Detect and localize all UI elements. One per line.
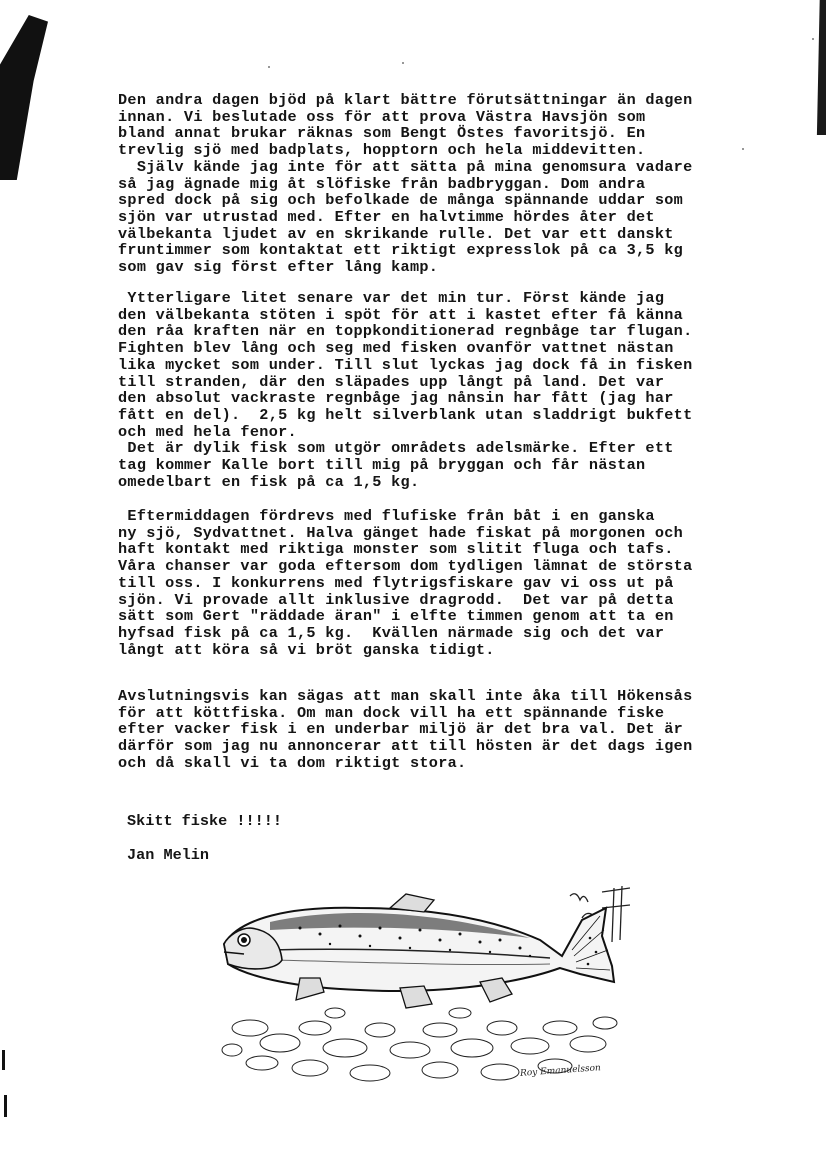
text-line: efter vacker fisk i en underbar miljö är det bra val. Det är — [118, 720, 684, 739]
text-line: som gav sig först efter lång kamp. — [118, 258, 439, 277]
text-line: trevlig sjö med badplats, hopptorn och hela middevitten. — [118, 141, 646, 160]
text-line: Ytterligare litet senare var det min tur. Först kände jag — [118, 289, 665, 307]
text-line: Den andra dagen bjöd på klart bättre förutsättningar än dagen — [118, 91, 693, 109]
text-line: ny sjö, Sydvattnet. Halva gänget hade fiskat på morgonen och — [118, 523, 684, 542]
text-line: Avslutningsvis kan sägas att man skall inte åka till Hökensås — [118, 687, 693, 705]
text-line: fått en del). 2,5 kg helt silverblank utan sladdrigt bukfett — [118, 405, 693, 424]
text-line: omedelbart en fisk på ca 1,5 kg. — [118, 472, 420, 491]
text-line: fruntimmer som kontaktat ett riktigt expresslok på ca 3,5 kg — [118, 241, 684, 260]
text-line: hyfsad fisk på ca 1,5 kg. Kvällen närmade sig och det var — [118, 623, 665, 642]
text-line: sjön. Vi provade allt inklusive dragrodd. Det var på detta — [118, 590, 674, 609]
scan-speck — [812, 38, 814, 40]
text-line: till oss. I konkurrens med flytrigsfiskare gav vi oss ut på — [118, 573, 674, 592]
text-line: till stranden, där den släpades upp långt på land. Det var — [118, 372, 665, 391]
text-line: och då skall vi ta dom riktigt stora. — [118, 753, 467, 772]
text-line: välbekanta ljudet av en skrikande rulle. Det var ett danskt — [118, 224, 674, 243]
scan-edge-mark-left-bottom — [4, 1095, 7, 1117]
text-line: därför som jag nu annoncerar att till hösten är det dags igen — [118, 737, 693, 756]
text-line: Våra chanser var goda eftersom dom tydligen lämnat de största — [118, 557, 693, 576]
text-line: långt att köra så vi bröt ganska tidigt. — [118, 640, 495, 659]
text-line: Fighten blev lång och seg med fisken ovanför vattnet nästan — [118, 339, 674, 358]
text-line: den råa kraften när en toppkonditionerad regnbåge tar flugan. — [118, 322, 693, 341]
scan-edge-mark-top-left — [0, 15, 48, 180]
text-line: tag kommer Kalle bort till mig på bryggan och får nästan — [118, 456, 646, 475]
text-line: den välbekanta stöten i spöt för att i kastet efter få känna — [118, 305, 684, 324]
trout-illustration — [210, 878, 630, 1088]
text-line: och med hela fenor. — [118, 422, 297, 441]
scan-edge-mark-left-lower — [2, 1050, 5, 1070]
text-line: haft kontakt med riktiga monster som slitit fluga och tafs. — [118, 540, 674, 559]
text-line: Eftermiddagen fördrevs med flufiske från båt i en ganska — [118, 507, 655, 525]
text-line: Det är dylik fisk som utgör områdets adelsmärke. Efter ett — [118, 439, 674, 458]
text-line: för att köttfiska. Om man dock vill ha ett spännande fiske — [118, 703, 665, 722]
scan-edge-mark-right — [812, 0, 826, 135]
scan-speck — [268, 66, 270, 68]
text-line: bland annat brukar räknas som Bengt Östes favoritsjö. En — [118, 124, 646, 143]
author-name: Jan Melin — [127, 846, 210, 864]
text-line: innan. Vi beslutade oss för att prova Västra Havsjön som — [118, 107, 646, 126]
text-line: sjön var utrustad med. Efter en halvtimme hördes åter det — [118, 207, 655, 226]
scan-speck — [402, 62, 404, 64]
paragraph-1 — [118, 92, 758, 276]
text-line: sätt som Gert "räddade äran" i elfte timmen genom att ta en — [118, 607, 674, 626]
paragraph-4 — [118, 688, 758, 772]
closing-line: Skitt fiske !!!!! — [127, 812, 282, 830]
text-line: Själv kände jag inte för att sätta på mina genomsura vadare — [118, 157, 693, 176]
text-line: lika mycket som under. Till slut lyckas jag dock få in fisken — [118, 355, 693, 374]
text-line: den absolut vackraste regnbåge jag nånsin har fått (jag har — [118, 389, 674, 408]
paragraph-2 — [118, 290, 758, 490]
text-line: så jag ägnade mig åt slöfiske från badbryggan. Dom andra — [118, 174, 646, 193]
artist-signature: Roy Emanuelsson — [519, 1063, 602, 1079]
text-line: spred dock på sig och befolkade de många spännande uddar som — [118, 191, 684, 210]
paragraph-3 — [118, 508, 758, 658]
